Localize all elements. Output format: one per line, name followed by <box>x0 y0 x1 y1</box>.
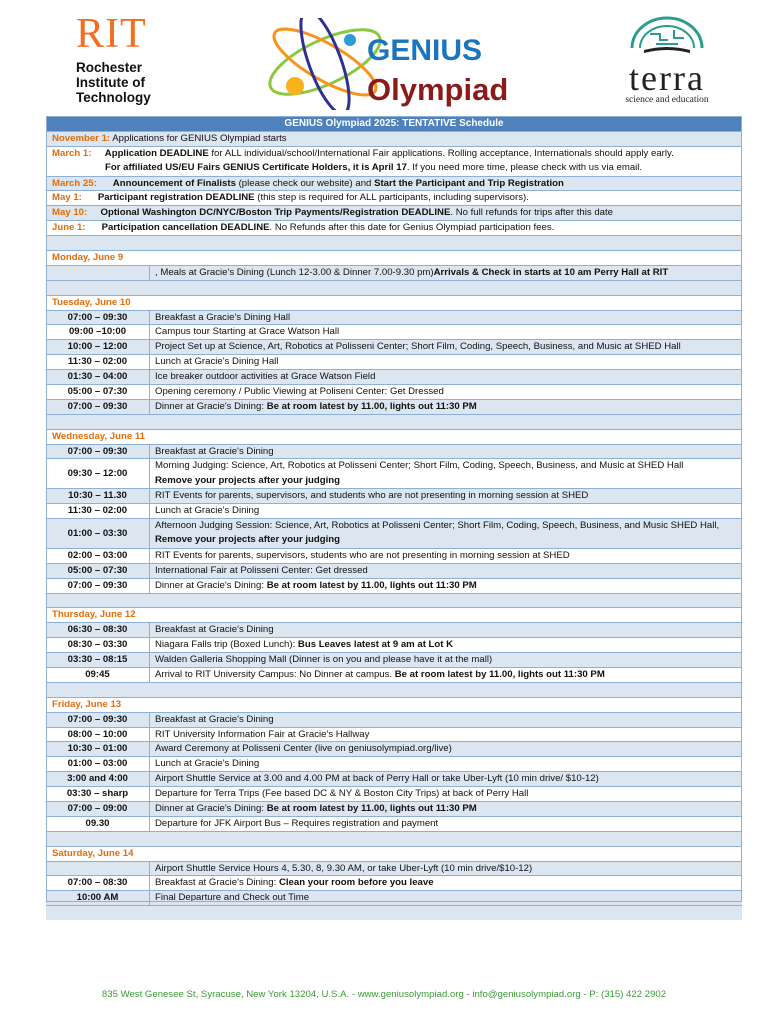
time-cell: 03:30 – 08:15 <box>46 653 150 667</box>
terra-subtitle: science and education <box>625 95 709 105</box>
svg-text:Olympiad: Olympiad <box>367 72 509 107</box>
schedule-row <box>46 637 742 652</box>
description-cell: Morning Judging: Science, Art, Robotics at Polisseni Center; Short Film, Coding, Speech, Business, and Music at SHED Hall Remove your projects after your judging <box>155 460 684 486</box>
deadline-row: March 1: Application DEADLINE for ALL individual/school/International Fair applications. Rolling acceptance, Internationals should apply early. <box>46 146 742 161</box>
description-cell: Breakfast at Gracie's Dining: Clean your room before you leave <box>155 877 434 889</box>
description-cell: RIT Events for parents, supervisors, students who are not presenting in morning session at SHED <box>155 549 570 561</box>
spacer-row <box>46 831 742 846</box>
time-cell: 09:00 –10:00 <box>46 325 150 339</box>
schedule-row <box>46 801 742 816</box>
schedule-row <box>46 458 742 488</box>
description-cell: Lunch at Gracie's Dining Hall <box>155 356 279 368</box>
schedule-row <box>46 310 742 325</box>
day-header: Saturday, June 14 <box>46 846 742 861</box>
time-cell: 07:00 – 09:30 <box>46 579 150 593</box>
description-cell: Breakfast at Gracie's Dining <box>155 445 274 457</box>
genius-olympiad-logo <box>255 18 535 110</box>
description-cell: Lunch at Gracie's Dining <box>155 505 260 517</box>
time-cell: 03:30 – sharp <box>46 787 150 801</box>
description-cell: Dinner at Gracie's Dining: Be at room latest by 11.00, lights out 11:30 PM <box>155 579 477 591</box>
time-cell: 08:00 – 10:00 <box>46 728 150 742</box>
time-cell <box>46 266 150 280</box>
time-cell: 07:00 – 09:30 <box>46 713 150 727</box>
schedule-row <box>46 712 742 727</box>
description-cell: Airport Shuttle Service at 3.00 and 4.00 PM at back of Perry Hall or take Uber-Lyft (10 min drive/ $10-12) <box>155 773 599 785</box>
deadline-row: May 10: Optional Washington DC/NYC/Boston Trip Payments/Registration DEADLINE. No full refunds for trips after this date <box>46 205 742 220</box>
time-cell: 07:00 – 09:30 <box>46 311 150 325</box>
spacer-row <box>46 414 742 429</box>
deadline-row: March 25: Announcement of Finalists (please check our website) and Start the Participant and Trip Registration <box>46 176 742 191</box>
day-header: Friday, June 13 <box>46 697 742 712</box>
time-cell: 01:00 – 03:30 <box>46 519 150 548</box>
schedule-row <box>46 354 742 369</box>
schedule-row <box>46 890 742 905</box>
description-cell: Departure for Terra Trips (Fee based DC & NY & Boston City Trips) at back of Perry Hall <box>155 788 529 800</box>
time-cell: 10:30 – 11.30 <box>46 489 150 503</box>
time-cell: 01:30 – 04:00 <box>46 370 150 384</box>
spacer-row <box>46 905 742 920</box>
description-cell: Award Ceremony at Polisseni Center (live on geniusolympiad.org/live) <box>155 743 452 755</box>
schedule-row <box>46 488 742 503</box>
rit-logo <box>76 11 151 105</box>
description-cell: Dinner at Gracie's Dining: Be at room latest by 11.00, lights out 11:30 PM <box>155 400 477 412</box>
description-cell: Campus tour Starting at Grace Watson Hall <box>155 326 340 338</box>
schedule-row <box>46 503 742 518</box>
description-cell: RIT Events for parents, supervisors, and students who are not presenting in morning session at SHED <box>155 490 589 502</box>
spacer-row <box>46 235 742 250</box>
spacer-row <box>46 593 742 608</box>
time-cell: 05:00 – 07:30 <box>46 385 150 399</box>
schedule-table <box>46 116 742 920</box>
schedule-row <box>46 265 742 280</box>
schedule-row <box>46 816 742 831</box>
description-cell: Dinner at Gracie's Dining: Be at room latest by 11.00, lights out 11:30 PM <box>155 803 477 814</box>
schedule-row <box>46 384 742 399</box>
description-cell: Afternoon Judging Session: Science, Art, Robotics at Polisseni Center; Short Film, Coding, Speech, Business, and Music SHED Hall, Remove your projects after your judging <box>155 520 720 546</box>
time-cell: 02:00 – 03:00 <box>46 549 150 563</box>
schedule-row <box>46 518 742 548</box>
schedule-row <box>46 727 742 742</box>
time-cell: 10:00 – 12:00 <box>46 340 150 354</box>
deadline-row: For affiliated US/EU Fairs GENIUS Certificate Holders, it is April 17. If you need more time, please check with us via email. <box>105 161 643 173</box>
terra-emblem-icon <box>622 14 712 54</box>
page-header <box>0 0 768 116</box>
time-cell: 07:00 – 09:00 <box>46 802 150 816</box>
description-cell: Breakfast at Gracie's Dining <box>155 713 274 725</box>
deadline-row: May 1: Participant registration DEADLINE (this step is required for ALL participants, including supervisors). <box>46 190 742 205</box>
schedule-row <box>46 771 742 786</box>
time-cell: 05:00 – 07:30 <box>46 564 150 578</box>
description-cell: RIT University Information Fair at Gracie's Hallway <box>155 728 370 740</box>
day-header: Thursday, June 12 <box>46 607 742 622</box>
time-cell: 09:45 <box>46 668 150 682</box>
schedule-row <box>46 399 742 414</box>
time-cell: 07:00 – 08:30 <box>46 876 150 890</box>
time-cell: 08:30 – 03:30 <box>46 638 150 652</box>
description-cell: Niagara Falls trip (Boxed Lunch): Bus Leaves latest at 9 am at Lot K <box>155 639 454 651</box>
description-cell: Arrival to RIT University Campus: No Dinner at campus. Be at room latest by 11.00, lights out 11:30 PM <box>155 668 605 680</box>
time-cell: 11:30 – 02:00 <box>46 504 150 518</box>
description-cell: International Fair at Polisseni Center: Get dressed <box>155 564 368 576</box>
schedule-title: GENIUS Olympiad 2025: TENTATIVE Schedule <box>46 116 742 131</box>
terra-wordmark: terra <box>629 58 705 98</box>
description-cell: Final Departure and Check out Time <box>155 892 310 904</box>
description-cell: , Meals at Gracie's Dining (Lunch 12-3.00 & Dinner 7.00-9.30 pm)Arrivals & Check in starts at 10 am Perry Hall at RIT <box>155 266 669 278</box>
day-header: Tuesday, June 10 <box>46 295 742 310</box>
schedule-row <box>46 444 742 459</box>
description-cell: Breakfast at Gracie's Dining <box>155 624 274 636</box>
deadline-row: November 1: Applications for GENIUS Olympiad starts <box>46 131 742 146</box>
time-cell: 10:30 – 01:00 <box>46 742 150 756</box>
time-cell: 09:30 – 12:00 <box>46 459 150 488</box>
rit-name: Rochester Institute of Technology <box>76 60 151 105</box>
day-header: Wednesday, June 11 <box>46 429 742 444</box>
schedule-row <box>46 369 742 384</box>
schedule-row <box>46 578 742 593</box>
description-cell: Lunch at Gracie's Dining <box>155 758 260 770</box>
description-cell: Departure for JFK Airport Bus – Requires registration and payment <box>155 817 439 829</box>
description-cell: Opening ceremony / Public Viewing at Poliseni Center: Get Dressed <box>155 386 444 398</box>
terra-logo <box>612 14 722 105</box>
schedule-row <box>46 563 742 578</box>
schedule-row <box>46 324 742 339</box>
day-header: Monday, June 9 <box>46 250 742 265</box>
schedule-row <box>46 741 742 756</box>
schedule-row <box>46 622 742 637</box>
schedule-row <box>46 756 742 771</box>
schedule-row <box>46 667 742 682</box>
svg-text:GENIUS: GENIUS <box>367 34 483 67</box>
time-cell: 06:30 – 08:30 <box>46 623 150 637</box>
time-cell: 07:00 – 09:30 <box>46 400 150 414</box>
spacer-row <box>46 682 742 697</box>
description-cell: Breakfast a Gracie's Dining Hall <box>155 311 291 323</box>
time-cell: 01:00 – 03:00 <box>46 757 150 771</box>
page-footer: 835 West Genesee St, Syracuse, New York 13204, U.S.A. - www.geniusolympiad.org - info@geniusolympiad.org - P: (315) 422 2902 <box>101 989 667 1000</box>
schedule-row <box>46 339 742 354</box>
rit-mark: RIT <box>76 11 147 57</box>
spacer-row <box>46 280 742 295</box>
description-cell: Airport Shuttle Service Hours 4, 5.30, 8, 9.30 AM, or take Uber-Lyft (10 min drive/$10-12) <box>155 862 533 874</box>
time-cell: 07:00 – 09:30 <box>46 445 150 459</box>
schedule-row <box>46 875 742 890</box>
time-cell: 09.30 <box>46 817 150 831</box>
description-cell: Walden Galleria Shopping Mall (Dinner is on you and please have it at the mall) <box>155 654 493 666</box>
schedule-row <box>46 786 742 801</box>
time-cell <box>46 862 150 876</box>
days-container <box>46 235 742 920</box>
description-cell: Ice breaker outdoor activities at Grace Watson Field <box>155 371 376 383</box>
time-cell: 10:00 AM <box>46 891 150 905</box>
time-cell: 3:00 and 4:00 <box>46 772 150 786</box>
time-cell: 11:30 – 02:00 <box>46 355 150 369</box>
deadline-row: June 1: Participation cancellation DEADLINE. No Refunds after this date for Genius Olympiad participation fees. <box>46 220 742 235</box>
description-cell: Project Set up at Science, Art, Robotics at Polisseni Center; Short Film, Coding, Speech, Business, and Music at SHED Hall <box>155 341 681 353</box>
schedule-row <box>46 548 742 563</box>
schedule-row <box>46 861 742 876</box>
schedule-row <box>46 652 742 667</box>
